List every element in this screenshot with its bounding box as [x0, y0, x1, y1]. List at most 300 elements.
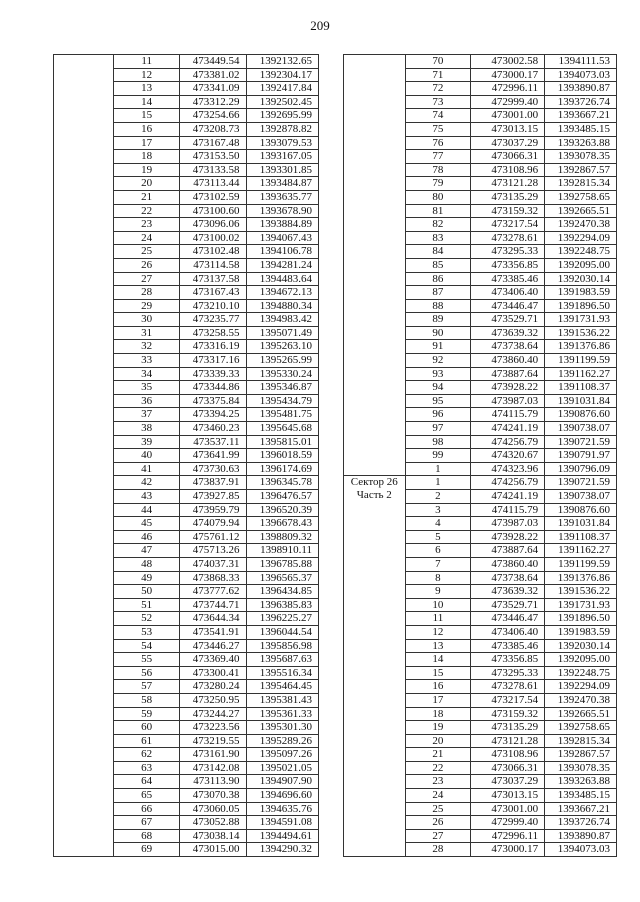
x-coordinate: 473278.61	[471, 680, 545, 694]
y-coordinate: 1391108.37	[545, 530, 617, 544]
point-number: 95	[405, 394, 471, 408]
y-coordinate: 1396385.83	[246, 598, 318, 612]
y-coordinate: 1392294.09	[545, 680, 617, 694]
x-coordinate: 474256.79	[471, 435, 545, 449]
point-number: 77	[405, 150, 471, 164]
x-coordinate: 473066.31	[471, 761, 545, 775]
y-coordinate: 1394290.32	[246, 843, 318, 857]
x-coordinate: 474115.79	[471, 408, 545, 422]
x-coordinate: 473394.25	[180, 408, 246, 422]
point-number: 37	[114, 408, 180, 422]
x-coordinate: 473133.58	[180, 163, 246, 177]
point-number: 34	[114, 367, 180, 381]
y-coordinate: 1393667.21	[545, 802, 617, 816]
x-coordinate: 473446.47	[471, 612, 545, 626]
coordinates-table-right	[343, 54, 617, 857]
y-coordinate: 1395361.33	[246, 707, 318, 721]
y-coordinate: 1393078.35	[545, 761, 617, 775]
y-coordinate: 1393485.15	[545, 789, 617, 803]
x-coordinate: 473013.15	[471, 789, 545, 803]
x-coordinate: 473137.58	[180, 272, 246, 286]
x-coordinate: 473641.99	[180, 449, 246, 463]
x-coordinate: 473102.48	[180, 245, 246, 259]
y-coordinate: 1394591.08	[246, 816, 318, 830]
y-coordinate: 1393726.74	[545, 95, 617, 109]
y-coordinate: 1396174.69	[246, 462, 318, 476]
y-coordinate: 1392470.38	[545, 218, 617, 232]
y-coordinate: 1394696.60	[246, 789, 318, 803]
point-number: 66	[114, 802, 180, 816]
y-coordinate: 1391896.50	[545, 612, 617, 626]
x-coordinate: 472996.11	[471, 829, 545, 843]
y-coordinate: 1394483.64	[246, 272, 318, 286]
y-coordinate: 1391896.50	[545, 299, 617, 313]
point-number: 16	[114, 122, 180, 136]
x-coordinate: 473052.88	[180, 816, 246, 830]
x-coordinate: 473860.40	[471, 354, 545, 368]
sector-label: Сектор 26 Часть 2	[344, 476, 406, 857]
x-coordinate: 473356.85	[471, 258, 545, 272]
x-coordinate: 473102.59	[180, 190, 246, 204]
point-number: 85	[405, 258, 471, 272]
y-coordinate: 1392095.00	[545, 653, 617, 667]
y-coordinate: 1394907.90	[246, 775, 318, 789]
point-number: 18	[114, 150, 180, 164]
x-coordinate: 473114.58	[180, 258, 246, 272]
y-coordinate: 1395645.68	[246, 422, 318, 436]
point-number: 10	[405, 598, 471, 612]
point-number: 19	[405, 721, 471, 735]
point-number: 12	[114, 68, 180, 82]
y-coordinate: 1394494.61	[246, 829, 318, 843]
x-coordinate: 473038.14	[180, 829, 246, 843]
page-number: 209	[310, 18, 330, 33]
x-coordinate: 473312.29	[180, 95, 246, 109]
y-coordinate: 1390876.60	[545, 503, 617, 517]
x-coordinate: 473356.85	[471, 653, 545, 667]
y-coordinate: 1392132.65	[246, 55, 318, 69]
point-number: 68	[114, 829, 180, 843]
x-coordinate: 473037.29	[471, 775, 545, 789]
y-coordinate: 1394880.34	[246, 299, 318, 313]
x-coordinate: 473135.29	[471, 721, 545, 735]
x-coordinate: 473529.71	[471, 598, 545, 612]
x-coordinate: 473316.19	[180, 340, 246, 354]
x-coordinate: 473300.41	[180, 666, 246, 680]
y-coordinate: 1391162.27	[545, 544, 617, 558]
y-coordinate: 1391731.93	[545, 598, 617, 612]
point-number: 65	[114, 789, 180, 803]
x-coordinate: 473108.96	[471, 163, 545, 177]
point-number: 93	[405, 367, 471, 381]
point-number: 53	[114, 625, 180, 639]
x-coordinate: 473375.84	[180, 394, 246, 408]
x-coordinate: 473161.90	[180, 748, 246, 762]
point-number: 56	[114, 666, 180, 680]
y-coordinate: 1393678.90	[246, 204, 318, 218]
y-coordinate: 1391031.84	[545, 517, 617, 531]
y-coordinate: 1395097.26	[246, 748, 318, 762]
x-coordinate: 473344.86	[180, 381, 246, 395]
x-coordinate: 473868.33	[180, 571, 246, 585]
x-coordinate: 473987.03	[471, 394, 545, 408]
x-coordinate: 474241.19	[471, 422, 545, 436]
x-coordinate: 473000.17	[471, 68, 545, 82]
point-number: 12	[405, 625, 471, 639]
x-coordinate: 473341.09	[180, 82, 246, 96]
point-number: 64	[114, 775, 180, 789]
y-coordinate: 1392758.65	[545, 190, 617, 204]
point-number: 20	[114, 177, 180, 191]
point-number: 47	[114, 544, 180, 558]
y-coordinate: 1394073.03	[545, 68, 617, 82]
x-coordinate: 473108.96	[471, 748, 545, 762]
point-number: 55	[114, 653, 180, 667]
y-coordinate: 1390796.09	[545, 462, 617, 476]
point-number: 44	[114, 503, 180, 517]
point-number: 17	[114, 136, 180, 150]
x-coordinate: 473001.00	[471, 109, 545, 123]
y-coordinate: 1392030.14	[545, 272, 617, 286]
point-number: 7	[405, 557, 471, 571]
point-number: 46	[114, 530, 180, 544]
point-number: 40	[114, 449, 180, 463]
x-coordinate: 474256.79	[471, 476, 545, 490]
y-coordinate: 1393485.15	[545, 122, 617, 136]
x-coordinate: 473928.22	[471, 381, 545, 395]
y-coordinate: 1392417.84	[246, 82, 318, 96]
x-coordinate: 473730.63	[180, 462, 246, 476]
x-coordinate: 473244.27	[180, 707, 246, 721]
point-number: 58	[114, 693, 180, 707]
x-coordinate: 473121.28	[471, 734, 545, 748]
point-number: 87	[405, 286, 471, 300]
y-coordinate: 1396565.37	[246, 571, 318, 585]
y-coordinate: 1393301.85	[246, 163, 318, 177]
point-number: 96	[405, 408, 471, 422]
point-number: 41	[114, 462, 180, 476]
point-number: 69	[114, 843, 180, 857]
x-coordinate: 473887.64	[471, 544, 545, 558]
y-coordinate: 1390738.07	[545, 422, 617, 436]
point-number: 11	[114, 55, 180, 69]
point-number: 23	[114, 218, 180, 232]
point-number: 32	[114, 340, 180, 354]
x-coordinate: 473002.58	[471, 55, 545, 69]
y-coordinate: 1390738.07	[545, 490, 617, 504]
x-coordinate: 473460.23	[180, 422, 246, 436]
y-coordinate: 1394672.13	[246, 286, 318, 300]
x-coordinate: 473385.46	[471, 639, 545, 653]
y-coordinate: 1393167.05	[246, 150, 318, 164]
point-number: 2	[405, 490, 471, 504]
y-coordinate: 1392867.57	[545, 748, 617, 762]
y-coordinate: 1395301.30	[246, 721, 318, 735]
point-number: 90	[405, 326, 471, 340]
point-number: 25	[114, 245, 180, 259]
point-number: 79	[405, 177, 471, 191]
point-number: 80	[405, 190, 471, 204]
y-coordinate: 1391983.59	[545, 625, 617, 639]
y-coordinate: 1396678.43	[246, 517, 318, 531]
point-number: 39	[114, 435, 180, 449]
x-coordinate: 473449.54	[180, 55, 246, 69]
point-number: 88	[405, 299, 471, 313]
point-number: 84	[405, 245, 471, 259]
x-coordinate: 473219.55	[180, 734, 246, 748]
point-number: 22	[114, 204, 180, 218]
y-coordinate: 1392665.51	[545, 707, 617, 721]
y-coordinate: 1395516.34	[246, 666, 318, 680]
x-coordinate: 473066.31	[471, 150, 545, 164]
point-number: 98	[405, 435, 471, 449]
point-number: 92	[405, 354, 471, 368]
y-coordinate: 1395289.26	[246, 734, 318, 748]
y-coordinate: 1392470.38	[545, 693, 617, 707]
x-coordinate: 473959.79	[180, 503, 246, 517]
point-number: 54	[114, 639, 180, 653]
coordinates-table-left	[53, 54, 319, 857]
x-coordinate: 472999.40	[471, 95, 545, 109]
x-coordinate: 473928.22	[471, 530, 545, 544]
y-coordinate: 1391536.22	[545, 326, 617, 340]
y-coordinate: 1396225.27	[246, 612, 318, 626]
point-number: 21	[405, 748, 471, 762]
point-number: 42	[114, 476, 180, 490]
x-coordinate: 473135.29	[471, 190, 545, 204]
point-number: 35	[114, 381, 180, 395]
point-number: 1	[405, 462, 471, 476]
y-coordinate: 1394635.76	[246, 802, 318, 816]
point-number: 24	[405, 789, 471, 803]
y-coordinate: 1391108.37	[545, 381, 617, 395]
x-coordinate: 473060.05	[180, 802, 246, 816]
x-coordinate: 473070.38	[180, 789, 246, 803]
y-coordinate: 1390791.97	[545, 449, 617, 463]
y-coordinate: 1390721.59	[545, 476, 617, 490]
y-coordinate: 1392502.45	[246, 95, 318, 109]
y-coordinate: 1393667.21	[545, 109, 617, 123]
x-coordinate: 473208.73	[180, 122, 246, 136]
x-coordinate: 473159.32	[471, 707, 545, 721]
x-coordinate: 473837.91	[180, 476, 246, 490]
point-number: 63	[114, 761, 180, 775]
y-coordinate: 1394111.53	[545, 55, 617, 69]
x-coordinate: 473887.64	[471, 367, 545, 381]
x-coordinate: 473223.56	[180, 721, 246, 735]
y-coordinate: 1393884.89	[246, 218, 318, 232]
y-coordinate: 1392095.00	[545, 258, 617, 272]
point-number: 4	[405, 517, 471, 531]
y-coordinate: 1390876.60	[545, 408, 617, 422]
y-coordinate: 1392867.57	[545, 163, 617, 177]
x-coordinate: 473744.71	[180, 598, 246, 612]
y-coordinate: 1391536.22	[545, 585, 617, 599]
y-coordinate: 1395021.05	[246, 761, 318, 775]
table-row	[344, 55, 617, 69]
x-coordinate: 473927.85	[180, 490, 246, 504]
x-coordinate: 473639.32	[471, 326, 545, 340]
x-coordinate: 475761.12	[180, 530, 246, 544]
point-number: 72	[405, 82, 471, 96]
y-coordinate: 1395464.45	[246, 680, 318, 694]
point-number: 70	[405, 55, 471, 69]
point-number: 28	[114, 286, 180, 300]
y-coordinate: 1393726.74	[545, 816, 617, 830]
y-coordinate: 1395687.63	[246, 653, 318, 667]
y-coordinate: 1395346.87	[246, 381, 318, 395]
point-number: 21	[114, 190, 180, 204]
x-coordinate: 473000.17	[471, 843, 545, 857]
x-coordinate: 473037.29	[471, 136, 545, 150]
y-coordinate: 1395815.01	[246, 435, 318, 449]
x-coordinate: 473100.02	[180, 231, 246, 245]
y-coordinate: 1395263.10	[246, 340, 318, 354]
point-number: 76	[405, 136, 471, 150]
y-coordinate: 1398910.11	[246, 544, 318, 558]
point-number: 94	[405, 381, 471, 395]
y-coordinate: 1393263.88	[545, 136, 617, 150]
point-number: 1	[405, 476, 471, 490]
x-coordinate: 473987.03	[471, 517, 545, 531]
point-number: 28	[405, 843, 471, 857]
x-coordinate: 473001.00	[471, 802, 545, 816]
y-coordinate: 1392758.65	[545, 721, 617, 735]
x-coordinate: 473167.48	[180, 136, 246, 150]
point-number: 15	[405, 666, 471, 680]
point-number: 33	[114, 354, 180, 368]
x-coordinate: 473142.08	[180, 761, 246, 775]
y-coordinate: 1395330.24	[246, 367, 318, 381]
y-coordinate: 1393484.87	[246, 177, 318, 191]
y-coordinate: 1394067.43	[246, 231, 318, 245]
y-coordinate: 1392248.75	[545, 245, 617, 259]
point-number: 61	[114, 734, 180, 748]
y-coordinate: 1396476.57	[246, 490, 318, 504]
y-coordinate: 1391376.86	[545, 571, 617, 585]
x-coordinate: 473406.40	[471, 625, 545, 639]
point-number: 18	[405, 707, 471, 721]
x-coordinate: 474037.31	[180, 557, 246, 571]
x-coordinate: 473113.44	[180, 177, 246, 191]
point-number: 20	[405, 734, 471, 748]
point-number: 14	[405, 653, 471, 667]
y-coordinate: 1394983.42	[246, 313, 318, 327]
point-number: 17	[405, 693, 471, 707]
point-number: 43	[114, 490, 180, 504]
point-number: 3	[405, 503, 471, 517]
x-coordinate: 473258.55	[180, 326, 246, 340]
y-coordinate: 1395434.79	[246, 394, 318, 408]
point-number: 59	[114, 707, 180, 721]
x-coordinate: 473738.64	[471, 340, 545, 354]
point-number: 60	[114, 721, 180, 735]
y-coordinate: 1393078.35	[545, 150, 617, 164]
sector-label-cell	[54, 55, 114, 857]
point-number: 62	[114, 748, 180, 762]
y-coordinate: 1392815.34	[545, 177, 617, 191]
sector-label-cell	[344, 55, 406, 476]
y-coordinate: 1391199.59	[545, 557, 617, 571]
x-coordinate: 473644.34	[180, 612, 246, 626]
point-number: 5	[405, 530, 471, 544]
x-coordinate: 473738.64	[471, 571, 545, 585]
x-coordinate: 473446.47	[471, 299, 545, 313]
point-number: 52	[114, 612, 180, 626]
x-coordinate: 473013.15	[471, 122, 545, 136]
x-coordinate: 473280.24	[180, 680, 246, 694]
point-number: 6	[405, 544, 471, 558]
point-number: 24	[114, 231, 180, 245]
y-coordinate: 1393263.88	[545, 775, 617, 789]
y-coordinate: 1391031.84	[545, 394, 617, 408]
y-coordinate: 1391983.59	[545, 286, 617, 300]
x-coordinate: 473096.06	[180, 218, 246, 232]
point-number: 26	[114, 258, 180, 272]
x-coordinate: 473121.28	[471, 177, 545, 191]
y-coordinate: 1396018.59	[246, 449, 318, 463]
y-coordinate: 1391731.93	[545, 313, 617, 327]
y-coordinate: 1395071.49	[246, 326, 318, 340]
x-coordinate: 473295.33	[471, 245, 545, 259]
point-number: 71	[405, 68, 471, 82]
point-number: 75	[405, 122, 471, 136]
x-coordinate: 473777.62	[180, 585, 246, 599]
x-coordinate: 473217.54	[471, 693, 545, 707]
x-coordinate: 473317.16	[180, 354, 246, 368]
x-coordinate: 474323.96	[471, 462, 545, 476]
x-coordinate: 473537.11	[180, 435, 246, 449]
point-number: 8	[405, 571, 471, 585]
x-coordinate: 473639.32	[471, 585, 545, 599]
y-coordinate: 1395265.99	[246, 354, 318, 368]
y-coordinate: 1392304.17	[246, 68, 318, 82]
point-number: 81	[405, 204, 471, 218]
y-coordinate: 1393635.77	[246, 190, 318, 204]
y-coordinate: 1392695.99	[246, 109, 318, 123]
y-coordinate: 1393890.87	[545, 82, 617, 96]
x-coordinate: 473167.43	[180, 286, 246, 300]
x-coordinate: 473210.10	[180, 299, 246, 313]
x-coordinate: 473113.90	[180, 775, 246, 789]
point-number: 49	[114, 571, 180, 585]
y-coordinate: 1395381.43	[246, 693, 318, 707]
y-coordinate: 1393890.87	[545, 829, 617, 843]
x-coordinate: 473153.50	[180, 150, 246, 164]
x-coordinate: 473235.77	[180, 313, 246, 327]
point-number: 23	[405, 775, 471, 789]
y-coordinate: 1392815.34	[545, 734, 617, 748]
x-coordinate: 473295.33	[471, 666, 545, 680]
x-coordinate: 473860.40	[471, 557, 545, 571]
x-coordinate: 473159.32	[471, 204, 545, 218]
point-number: 25	[405, 802, 471, 816]
y-coordinate: 1394106.78	[246, 245, 318, 259]
x-coordinate: 473100.60	[180, 204, 246, 218]
point-number: 73	[405, 95, 471, 109]
y-coordinate: 1396434.85	[246, 585, 318, 599]
y-coordinate: 1394281.24	[246, 258, 318, 272]
y-coordinate: 1392878.82	[246, 122, 318, 136]
x-coordinate: 473381.02	[180, 68, 246, 82]
y-coordinate: 1391376.86	[545, 340, 617, 354]
x-coordinate: 473250.95	[180, 693, 246, 707]
x-coordinate: 472996.11	[471, 82, 545, 96]
table-row	[54, 55, 319, 69]
x-coordinate: 473446.27	[180, 639, 246, 653]
point-number: 83	[405, 231, 471, 245]
x-coordinate: 474320.67	[471, 449, 545, 463]
